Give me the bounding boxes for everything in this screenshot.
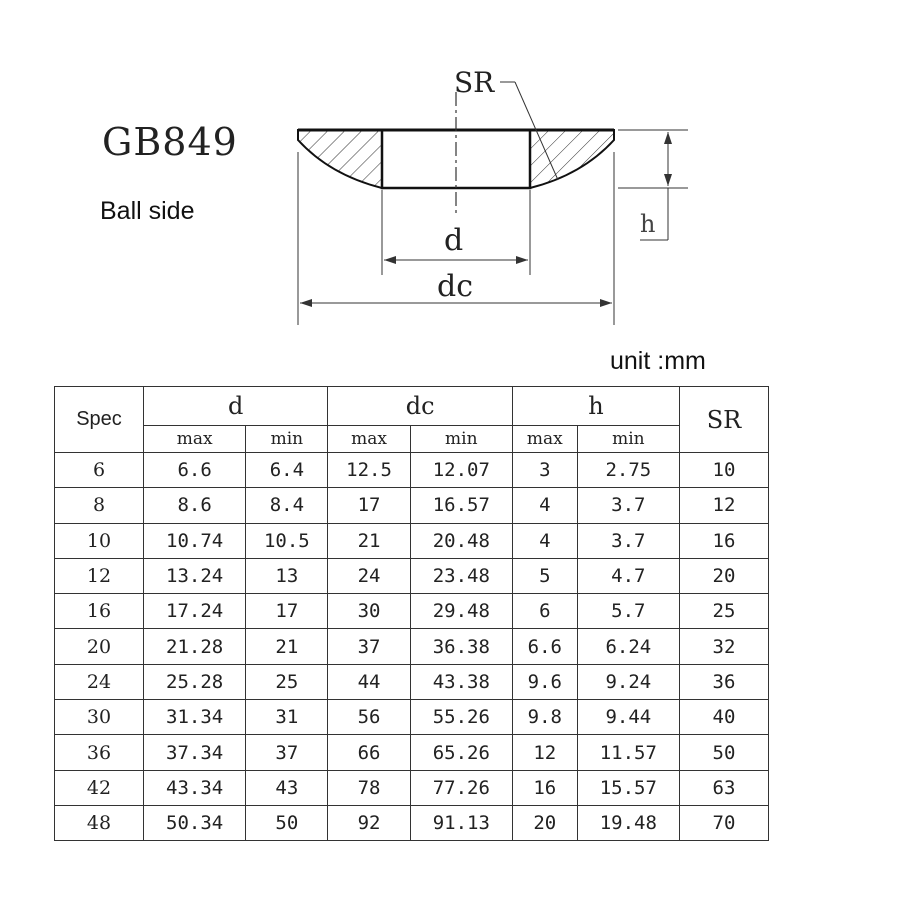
table-cell: 5 [512,558,577,593]
spec-cell: 30 [55,700,144,735]
table-cell: 19.48 [577,805,679,840]
spec-cell: 12 [55,558,144,593]
spec-cell: 36 [55,735,144,770]
spec-cell: 20 [55,629,144,664]
table-cell: 10 [680,453,769,488]
table-cell: 91.13 [410,805,512,840]
table-row [55,735,769,770]
table-cell: 13.24 [144,558,246,593]
table-cell: 9.44 [577,700,679,735]
unit-label: unit :mm [610,347,706,375]
table-cell: 20.48 [410,523,512,558]
table-cell: 92 [328,805,410,840]
table-cell: 32 [680,629,769,664]
table-cell: 25 [680,594,769,629]
table-row [55,488,769,523]
table-cell: 16 [680,523,769,558]
right-hatched-section [530,130,614,188]
table-cell: 12 [512,735,577,770]
table-cell: 6.4 [246,453,328,488]
page-subtitle: Ball side [100,197,195,225]
spec-cell: 48 [55,805,144,840]
table-cell: 10.5 [246,523,328,558]
sr-header: SR [680,387,769,453]
table-cell: 50.34 [144,805,246,840]
spec-header: Spec [55,387,144,453]
table-cell: 36 [680,664,769,699]
table-cell: 4 [512,488,577,523]
sub-header-d-max: max [144,426,246,453]
table-cell: 43.38 [410,664,512,699]
table-cell: 24 [328,558,410,593]
table-cell: 43.34 [144,770,246,805]
sub-header-d-min: min [246,426,328,453]
table-cell: 6.6 [512,629,577,664]
group-header-d: d [144,387,328,426]
table-cell: 10.74 [144,523,246,558]
table-cell: 66 [328,735,410,770]
table-cell: 29.48 [410,594,512,629]
sub-header-h-max: max [512,426,577,453]
table-cell: 3.7 [577,488,679,523]
spec-cell: 8 [55,488,144,523]
table-cell: 6.6 [144,453,246,488]
table-cell: 44 [328,664,410,699]
table-cell: 37 [246,735,328,770]
table-cell: 15.57 [577,770,679,805]
table-cell: 78 [328,770,410,805]
label-d: d [444,223,464,258]
table-cell: 9.24 [577,664,679,699]
table-cell: 9.8 [512,700,577,735]
group-header-dc: dc [328,387,512,426]
table-cell: 20 [680,558,769,593]
table-cell: 8.4 [246,488,328,523]
table-cell: 31.34 [144,700,246,735]
table-cell: 20 [512,805,577,840]
table-row [55,594,769,629]
table-cell: 21.28 [144,629,246,664]
dimensions-table [54,386,769,841]
table-cell: 50 [680,735,769,770]
table-cell: 55.26 [410,700,512,735]
sub-header-h-min: min [577,426,679,453]
table-cell: 3 [512,453,577,488]
table-cell: 21 [328,523,410,558]
table-group-header-row [55,387,769,426]
table-cell: 63 [680,770,769,805]
table-cell: 4 [512,523,577,558]
table-cell: 43 [246,770,328,805]
table-cell: 8.6 [144,488,246,523]
left-hatched-section [298,130,382,188]
table-cell: 23.48 [410,558,512,593]
table-cell: 50 [246,805,328,840]
label-dc: dc [437,269,474,304]
table-cell: 12 [680,488,769,523]
table-cell: 6.24 [577,629,679,664]
spec-cell: 10 [55,523,144,558]
table-cell: 12.5 [328,453,410,488]
sub-header-dc-max: max [328,426,410,453]
table-row [55,523,769,558]
table-cell: 65.26 [410,735,512,770]
table-cell: 17 [328,488,410,523]
table-cell: 6 [512,594,577,629]
table-row [55,629,769,664]
table-cell: 37.34 [144,735,246,770]
table-cell: 12.07 [410,453,512,488]
table-cell: 31 [246,700,328,735]
spec-cell: 24 [55,664,144,699]
table-cell: 17.24 [144,594,246,629]
table-cell: 3.7 [577,523,679,558]
table-row [55,664,769,699]
table-cell: 56 [328,700,410,735]
group-header-h: h [512,387,679,426]
table-sub-header-row [55,426,769,453]
page-title: GB849 [102,120,238,164]
table-cell: 2.75 [577,453,679,488]
table-cell: 30 [328,594,410,629]
table-row [55,453,769,488]
table-cell: 40 [680,700,769,735]
table-cell: 37 [328,629,410,664]
table-row [55,700,769,735]
table-cell: 70 [680,805,769,840]
table-row [55,770,769,805]
spec-cell: 16 [55,594,144,629]
table-cell: 25.28 [144,664,246,699]
table-row [55,558,769,593]
table-cell: 25 [246,664,328,699]
washer-cross-section-diagram [0,0,900,340]
sub-header-dc-min: min [410,426,512,453]
table-cell: 77.26 [410,770,512,805]
table-cell: 9.6 [512,664,577,699]
table-row [55,805,769,840]
spec-cell: 6 [55,453,144,488]
table-cell: 36.38 [410,629,512,664]
table-cell: 17 [246,594,328,629]
table-cell: 16.57 [410,488,512,523]
table-cell: 16 [512,770,577,805]
table-body [55,453,769,841]
table-cell: 4.7 [577,558,679,593]
label-h: h [640,210,656,238]
table-cell: 21 [246,629,328,664]
table-cell: 11.57 [577,735,679,770]
spec-cell: 42 [55,770,144,805]
label-sr: SR [454,66,495,99]
table-cell: 13 [246,558,328,593]
table-cell: 5.7 [577,594,679,629]
